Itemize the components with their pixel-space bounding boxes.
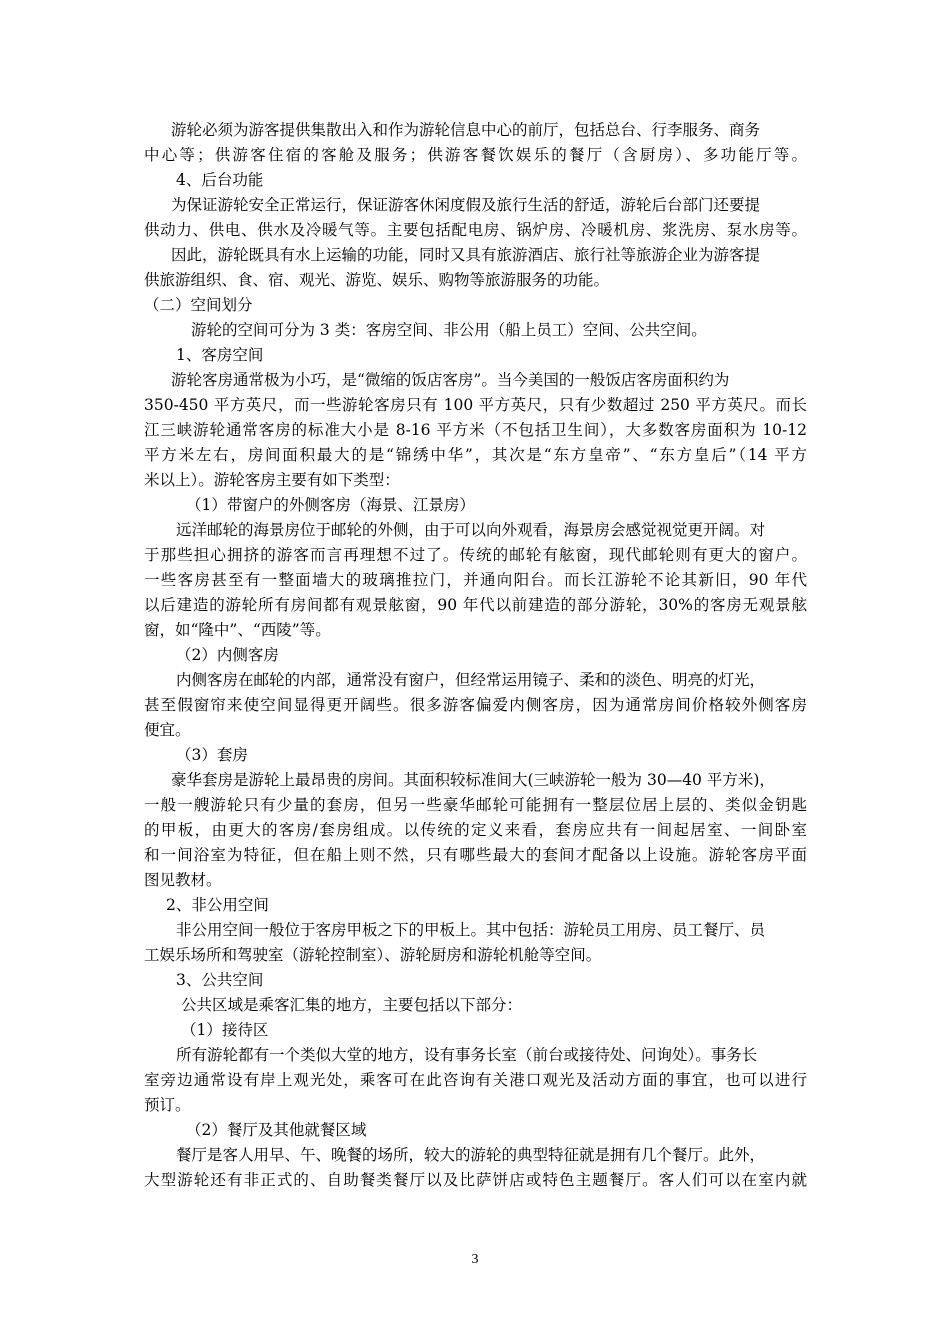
text-line: 一些客房甚至有一整面墙大的玻璃推拉门，并通向阳台。而长江游轮不论其新旧，90 年代 (144, 571, 807, 589)
text-line: 的甲板，由更大的客房/套房组成。以传统的定义来看，套房应共有一间起居室、一间卧室 (144, 821, 807, 839)
text-line: 大型游轮还有非正式的、自助餐类餐厅以及比萨饼店或特色主题餐厅。客人们可以在室内就 (144, 1171, 807, 1189)
text-line: 米以上）。游轮客房主要有如下类型： (144, 471, 400, 489)
text-line: 窗，如“隆中”、“西陵”等。 (144, 621, 331, 639)
text-line: 和一间浴室为特征，但在船上则不然，只有哪些最大的套间才配备以上设施。游轮客房平面 (144, 846, 807, 864)
section-heading: （3）套房 (176, 746, 248, 764)
section-heading: 1、客房空间 (176, 346, 264, 364)
text-line: 平方米左右，房间面积最大的是“锦绣中华”，其次是“东方皇帝”、“东方皇后”（14 平方 (144, 446, 807, 464)
text-line: 供旅游组织、食、宿、观光、游览、娱乐、购物等旅游服务的功能。 (144, 271, 610, 289)
text-line: 一般一艘游轮只有少量的套房，但另一些豪华邮轮可能拥有一整层位居上层的、类似金钥匙 (144, 796, 807, 814)
text-line: 350-450 平方英尺，而一些游轮客房只有 100 平方英尺，只有少数超过 250 平方英尺。而长 (144, 396, 807, 414)
section-heading: 3、公共空间 (176, 971, 264, 989)
section-heading: （1）带窗户的外侧客房（海景、江景房） (186, 496, 475, 514)
text-line: 游轮客房通常极为小巧，是“微缩的饭店客房”。当今美国的一般饭店客房面积约为 (171, 371, 730, 389)
section-heading: 2、非公用空间 (166, 896, 269, 914)
text-line: 所有游轮都有一个类似大堂的地方，设有事务长室（前台或接待处、问询处）。事务长 (176, 1046, 758, 1064)
text-line: 甚至假窗帘来使空间显得更开阔些。很多游客偏爱内侧客房，因为通常房间价格较外侧客房 (144, 696, 807, 714)
text-line: 游轮必须为游客提供集散出入和作为游轮信息中心的前厅，包括总台、行李服务、商务 (171, 121, 761, 139)
text-line: 室旁边通常设有岸上观光处，乘客可在此咨询有关港口观光及活动方面的事宜，也可以进行 (144, 1071, 807, 1089)
text-line: 预订。 (144, 1096, 191, 1114)
text-line: 于那些担心拥挤的游客而言再理想不过了。传统的邮轮有舷窗，现代邮轮则有更大的窗户。 (144, 546, 807, 564)
section-heading: 4、后台功能 (176, 171, 264, 189)
text-line: 远洋邮轮的海景房位于邮轮的外侧，由于可以向外观看，海景房会感觉视觉更开阔。对 (176, 521, 766, 539)
text-line: 图见教材。 (144, 871, 222, 889)
page-number: 3 (471, 1252, 479, 1267)
section-heading: （2）内侧客房 (176, 646, 279, 664)
section-heading: （二）空间划分 (144, 296, 253, 314)
text-line: 便宜。 (144, 721, 191, 739)
text-line: 非公用空间一般位于客房甲板之下的甲板上。其中包括：游轮员工用房、员工餐厅、员 (176, 921, 766, 939)
text-line: 豪华套房是游轮上最昂贵的房间。其面积较标准间大(三峡游轮一般为 30—40 平方米)， (171, 771, 775, 789)
text-line: 供动力、供电、供水及冷暖气等。主要包括配电房、锅炉房、冷暖机房、浆洗房、泵水房等。 (144, 221, 807, 239)
text-line: 因此，游轮既具有水上运输的功能，同时又具有旅游酒店、旅行社等旅游企业为游客提 (171, 246, 761, 264)
section-heading: （2）餐厅及其他就餐区域 (186, 1121, 367, 1139)
text-line: 内侧客房在邮轮的内部，通常没有窗户，但经常运用镜子、柔和的淡色、明亮的灯光， (176, 671, 766, 689)
text-line: 中心等；供游客住宿的客舱及服务；供游客餐饮娱乐的餐厅（含厨房）、多功能厅等。 (144, 146, 807, 164)
text-line: 江三峡游轮通常客房的标准大小是 8-16 平方米（不包括卫生间），大多数客房面积为 10-12 (144, 421, 807, 439)
section-heading: （1）接待区 (181, 1021, 269, 1039)
text-line: 公共区域是乘客汇集的地方，主要包括以下部分： (181, 996, 523, 1014)
text-line: 工娱乐场所和驾驶室（游轮控制室）、游轮厨房和游轮机舱等空间。 (144, 946, 602, 964)
text-line: 以后建造的游轮所有房间都有观景舷窗，90 年代以前建造的部分游轮，30%的客房无观景舷 (144, 596, 807, 614)
text-line: 为保证游轮安全正常运行，保证游客休闲度假及旅行生活的舒适，游轮后台部门还要提 (171, 196, 761, 214)
text-line: 餐厅是客人用早、午、晚餐的场所，较大的游轮的典型特征就是拥有几个餐厅。此外， (176, 1146, 766, 1164)
text-line: 游轮的空间可分为 3 类：客房空间、非公用（船上员工）空间、公共空间。 (191, 321, 707, 339)
